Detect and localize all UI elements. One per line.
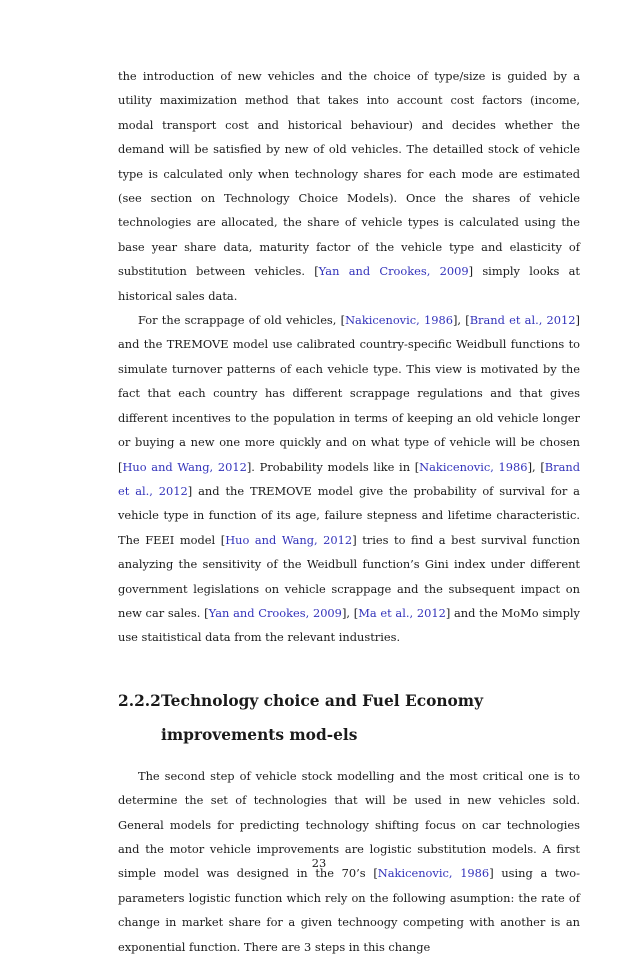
text-segment: ] tries to find a best survival function analyzing the sensitivity of the Weidbull function’s Gini index under different government legislations on vehicle scrappage and the subsequent impact on new car sales. [ — [118, 532, 581, 620]
citation-link[interactable]: Yan and Crookes, 2009 — [208, 605, 342, 620]
text-segment: ] and the TREMOVE model give the probability of survival for a vehicle type in function of its age, failure stepness and lifetime characteristic. The FEEI model [ — [118, 483, 580, 547]
text-segment: ] using a two-parameters logistic function which rely on the following asumption: the rate of change in market share for a given technoogy competing with another is an exponential function. There are 3 steps in this change — [118, 866, 581, 954]
page-body — [118, 64, 580, 959]
text-segment: For the scrappage of old vehicles, [ — [138, 313, 346, 328]
text-segment: ]. Probability models like in [ — [246, 459, 420, 474]
text-segment: ] and the TREMOVE model use calibrated country-specific Weidbull functions to simulate turnover patterns of each vehicle type. This view is motivated by the fact that each country has different scrappage regulations and that gives different incentives to the population in terms of keeping an old vehicle longer or buying a new one more quickly and on what type of vehicle will be chosen [ — [118, 313, 580, 474]
section-heading — [118, 684, 580, 752]
text-segment: ], [ — [341, 605, 359, 620]
section-title: Technology choice and Fuel Economy improvements mod-els — [161, 691, 484, 744]
citation-link[interactable]: Yan and Crookes, 2009 — [318, 264, 469, 279]
paragraph-vehicle-introduction — [118, 64, 580, 308]
citation-link[interactable]: Huo and Wang, 2012 — [122, 459, 247, 474]
citation-link[interactable]: Ma et al., 2012 — [358, 605, 446, 620]
citation-link[interactable]: Nakicenovic, 1986 — [419, 459, 528, 474]
text-segment: ], [ — [452, 313, 470, 328]
citation-link[interactable]: Brand et al., 2012 — [469, 313, 576, 328]
text-segment: ], [ — [527, 459, 545, 474]
section-number: 2.2.2 — [118, 691, 161, 710]
text-segment: The second step of vehicle stock modelling and the most critical one is to determine the set of technologies that will be used in new vehicles sold. General models for predicting technology shifting focus on car technologies and the motor vehicle improvements are logistic substitution models. A first simple model was designed in the 70’s [ — [118, 768, 580, 881]
citation-link[interactable]: Nakicenovic, 1986 — [377, 866, 490, 881]
text-segment: ] and the MoMo simply use staitistical data from the relevant industries. — [118, 605, 580, 645]
paragraph-scrappage — [118, 308, 580, 650]
page-number: 23 — [311, 856, 327, 870]
text-segment: ] simply looks at historical sales data. — [118, 264, 580, 303]
citation-link[interactable]: Nakicenovic, 1986 — [345, 313, 453, 328]
text-segment: the introduction of new vehicles and the choice of type/size is guided by a utility maximization method that takes into account cost factors (income, modal transport cost and historical behaviour) and decides whether the demand will be satisfied by new of old vehicles. The detailled stock of vehicle type is calculated only when technology shares for each mode are estimated (see section on Technology Choice Models). Once the shares of vehicle technologies are allocated, the share of vehicle types is calculated using the base year share data, maturity factor of the vehicle type and elasticity of substitution between vehicles. [ — [118, 69, 580, 279]
citation-link[interactable]: Huo and Wang, 2012 — [225, 532, 353, 547]
citation-link[interactable]: Brand et al., 2012 — [118, 459, 580, 498]
